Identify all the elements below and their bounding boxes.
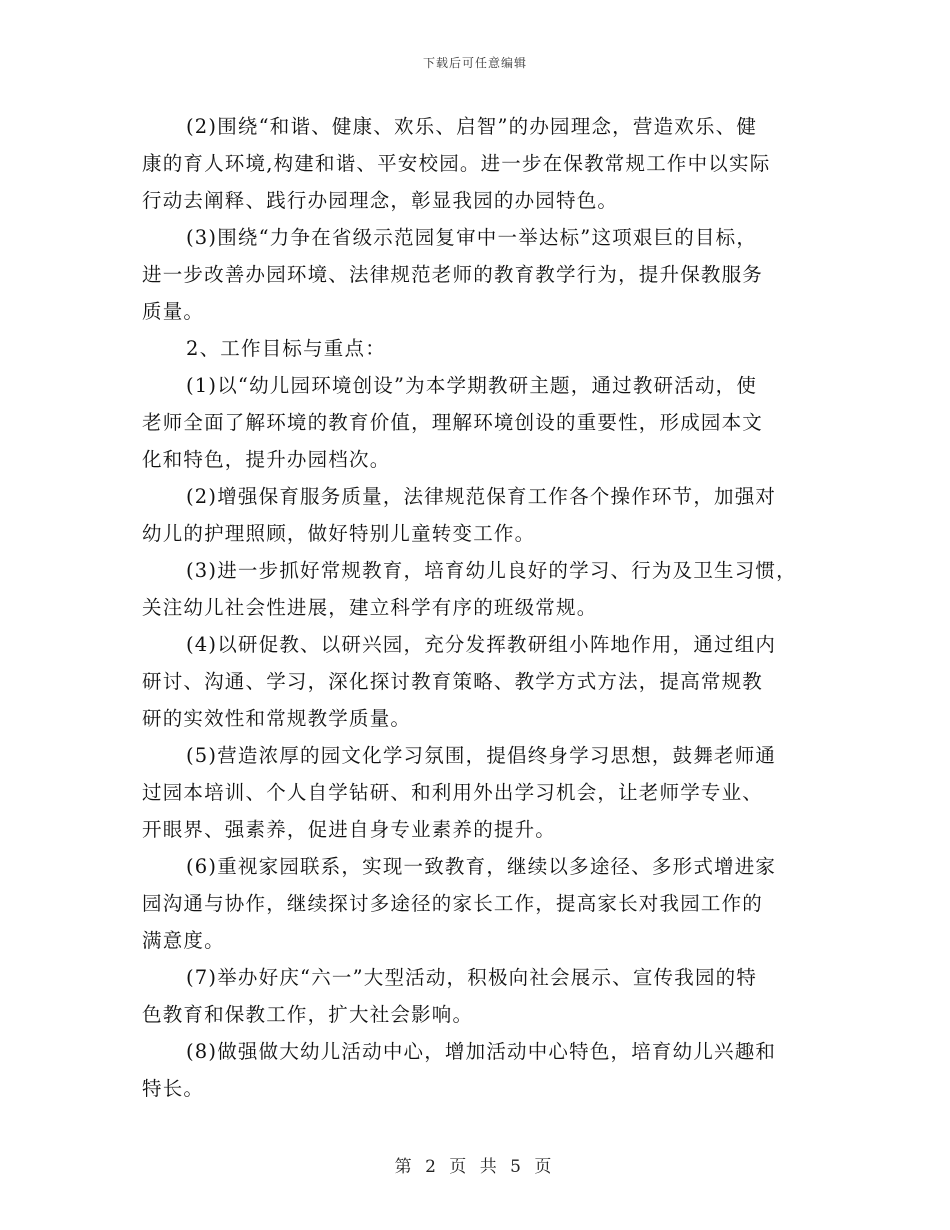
body-line: 幼儿的护理照顾，做好特别儿童转变工作。: [142, 522, 536, 545]
body-line: 满意度。: [142, 929, 225, 952]
body-line: (7)举办好庆“六一”大型活动，积极向社会展示、宣传我园的特: [186, 966, 758, 989]
body-line: (2)增强保育服务质量，法律规范保育工作各个操作环节，加强对: [186, 485, 777, 508]
body-line: 开眼界、强素养，促进自身专业素养的提升。: [142, 818, 557, 841]
body-line: 关注幼儿社会性进展，建立科学有序的班级常规。: [142, 596, 598, 619]
body-line: (5)营造浓厚的园文化学习氛围，提倡终身学习思想，鼓舞老师通: [186, 744, 777, 767]
body-line: 特长。: [142, 1077, 205, 1100]
body-line: (8)做强做大幼儿活动中心，增加活动中心特色，培育幼儿兴趣和: [186, 1040, 777, 1063]
body-line: 色教育和保教工作，扩大社会影响。: [142, 1003, 474, 1026]
body-line: 康的育人环境,构建和谐、平安校园。进一步在保教常规工作中以实际: [142, 152, 771, 175]
body-line: (2)围绕“和谐、健康、欢乐、启智”的办园理念，营造欢乐、健: [186, 115, 758, 138]
body-line: (3)围绕“力争在省级示范园复审中一举达标”这项艰巨的目标，: [186, 226, 758, 249]
body-line: 园沟通与协作，继续探讨多途径的家长工作，提高家长对我园工作的: [142, 892, 764, 915]
body-line: 老师全面了解环境的教育价值，理解环境创设的重要性，形成园本文: [142, 411, 764, 434]
body-line: 过园本培训、个人自学钻研、和利用外出学习机会，让老师学专业、: [142, 781, 764, 804]
body-line: (3)进一步抓好常规教育，培育幼儿良好的学习、行为及卫生习惯，: [186, 559, 797, 582]
page-header-note: 下载后可任意编辑: [422, 56, 527, 70]
body-line: 质量。: [142, 300, 205, 323]
document-body: [142, 108, 810, 1107]
body-line: 化和特色，提升办园档次。: [142, 448, 391, 471]
body-line: 行动去阐释、践行办园理念，彰显我园的办园特色。: [142, 189, 619, 212]
body-line: 进一步改善办园环境、法律规范老师的教育教学行为，提升保教服务: [142, 263, 764, 286]
body-line: (1)以“幼儿园环境创设”为本学期教研主题，通过教研活动，使: [186, 374, 758, 397]
body-line: 研讨、沟通、学习，深化探讨教育策略、教学方式方法，提高常规教: [142, 670, 764, 693]
body-line: (4)以研促教、以研兴园，充分发挥教研组小阵地作用，通过组内: [186, 633, 777, 656]
body-line: 研的实效性和常规教学质量。: [142, 707, 412, 730]
body-line: (6)重视家园联系，实现一致教育，继续以多途径、多形式增进家: [186, 855, 777, 878]
page-number: 第 2 页 共 5 页: [394, 1157, 556, 1177]
section-heading: 2、工作目标与重点：: [186, 337, 386, 360]
